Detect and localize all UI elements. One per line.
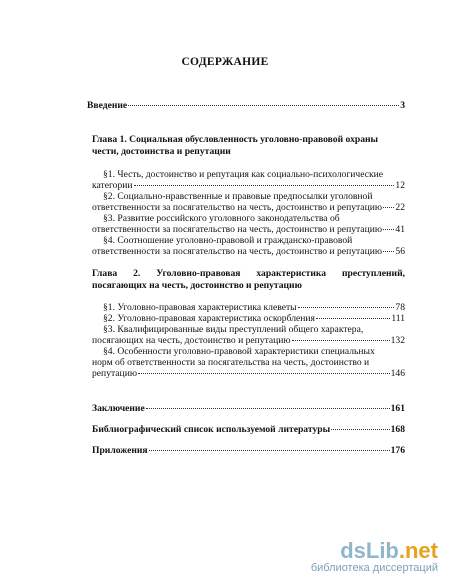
toc-page-number: 22 [395,202,405,213]
toc-item-1-4: §4. Соотношение уголовно-правовой и гражданско-правовой [103,235,353,246]
logo-domain: .net [398,538,438,563]
toc-item-1-3-cont [92,224,405,235]
toc-entry-conclusion [92,403,405,414]
toc-entry-appendix [92,445,405,456]
toc-item-text: ответственности за посягательство на честь, достоинство и репутацию [92,246,383,257]
toc-item-2-2 [103,313,405,324]
dslib-logo [311,540,438,562]
leader-dots [128,105,399,106]
toc-page-number: 111 [391,313,405,324]
dslib-watermark [311,540,438,574]
toc-item-2-4-cont2 [92,368,405,379]
leader-dots [146,408,390,409]
toc-item-2-4-cont: норм об ответственности за посягательства на честь, достоинство и [92,357,370,368]
leader-dots [331,429,390,430]
toc-item-text: посягающих на честь, достоинство и репутацию [92,335,291,346]
leader-dots [316,318,390,319]
toc-item-text: категории [92,180,133,191]
toc-item-2-3: §3. Квалифицированные виды преступлений общего характера, [103,324,364,335]
toc-page-number: 41 [395,224,405,235]
toc-item-1-1-cont [92,180,405,191]
chapter2-heading: Глава 2. Уголовно-правовая характеристика преступлений, [92,268,405,279]
chapter1-heading: Глава 1. Социальная обусловленность уголовно-правовой охраны [92,134,379,145]
leader-dots [149,450,390,451]
toc-page-number: 146 [390,368,405,379]
toc-page-number: 12 [395,180,405,191]
toc-item-text: ответственности за посягательство на честь, достоинство и репутацию [92,202,383,213]
leader-dots [292,340,390,341]
toc-page-number: 3 [400,100,405,111]
toc-entry-intro [87,100,405,111]
toc-item-text: §2. Уголовно-правовая характеристика оскорбления [103,313,315,324]
toc-item-text: репутацию [92,368,137,379]
toc-page-number: 132 [390,335,405,346]
toc-entry-label: Заключение [92,403,145,414]
leader-dots [383,207,394,208]
toc-item-1-3: §3. Развитие российского уголовного законодательства об [103,213,340,224]
toc-entry-bibliography [92,424,405,435]
chapter1-heading-cont: чести, достоинства и репутации [92,146,231,157]
toc-item-1-2-cont [92,202,405,213]
toc-item-2-3-cont [92,335,405,346]
leader-dots [298,307,395,308]
toc-page-number: 161 [390,403,405,414]
chapter2-heading-cont: посягающих на честь, достоинство и репутацию [92,280,302,291]
toc-page-number: 56 [395,246,405,257]
toc-item-2-1 [103,302,405,313]
toc-entry-label: Приложения [92,445,148,456]
leader-dots [383,229,394,230]
toc-item-2-4: §4. Особенности уголовно-правовой характеристики специальных [103,346,375,357]
toc-item-text: §1. Уголовно-правовая характеристика клеветы [103,302,297,313]
toc-item-1-1: §1. Честь, достоинство и репутация как социально-психологические [103,169,384,180]
page-title: СОДЕРЖАНИЕ [181,56,269,68]
toc-item-1-2: §2. Социально-нравственные и правовые предпосылки уголовной [103,191,373,202]
watermark-subtitle: библиотека диссертаций [310,562,438,574]
toc-item-1-4-cont [92,246,405,257]
leader-dots [383,251,394,252]
toc-entry-label: Библиографический список используемой литературы [92,424,331,435]
leader-dots [134,185,395,186]
toc-page-number: 176 [390,445,405,456]
toc-entry-label: Введение [87,100,128,111]
toc-item-text: ответственности за посягательство на честь, достоинство и репутацию [92,224,383,235]
logo-text: dsLib [340,538,399,563]
toc-page-number: 168 [390,424,405,435]
leader-dots [138,373,390,374]
toc-page-number: 78 [395,302,405,313]
